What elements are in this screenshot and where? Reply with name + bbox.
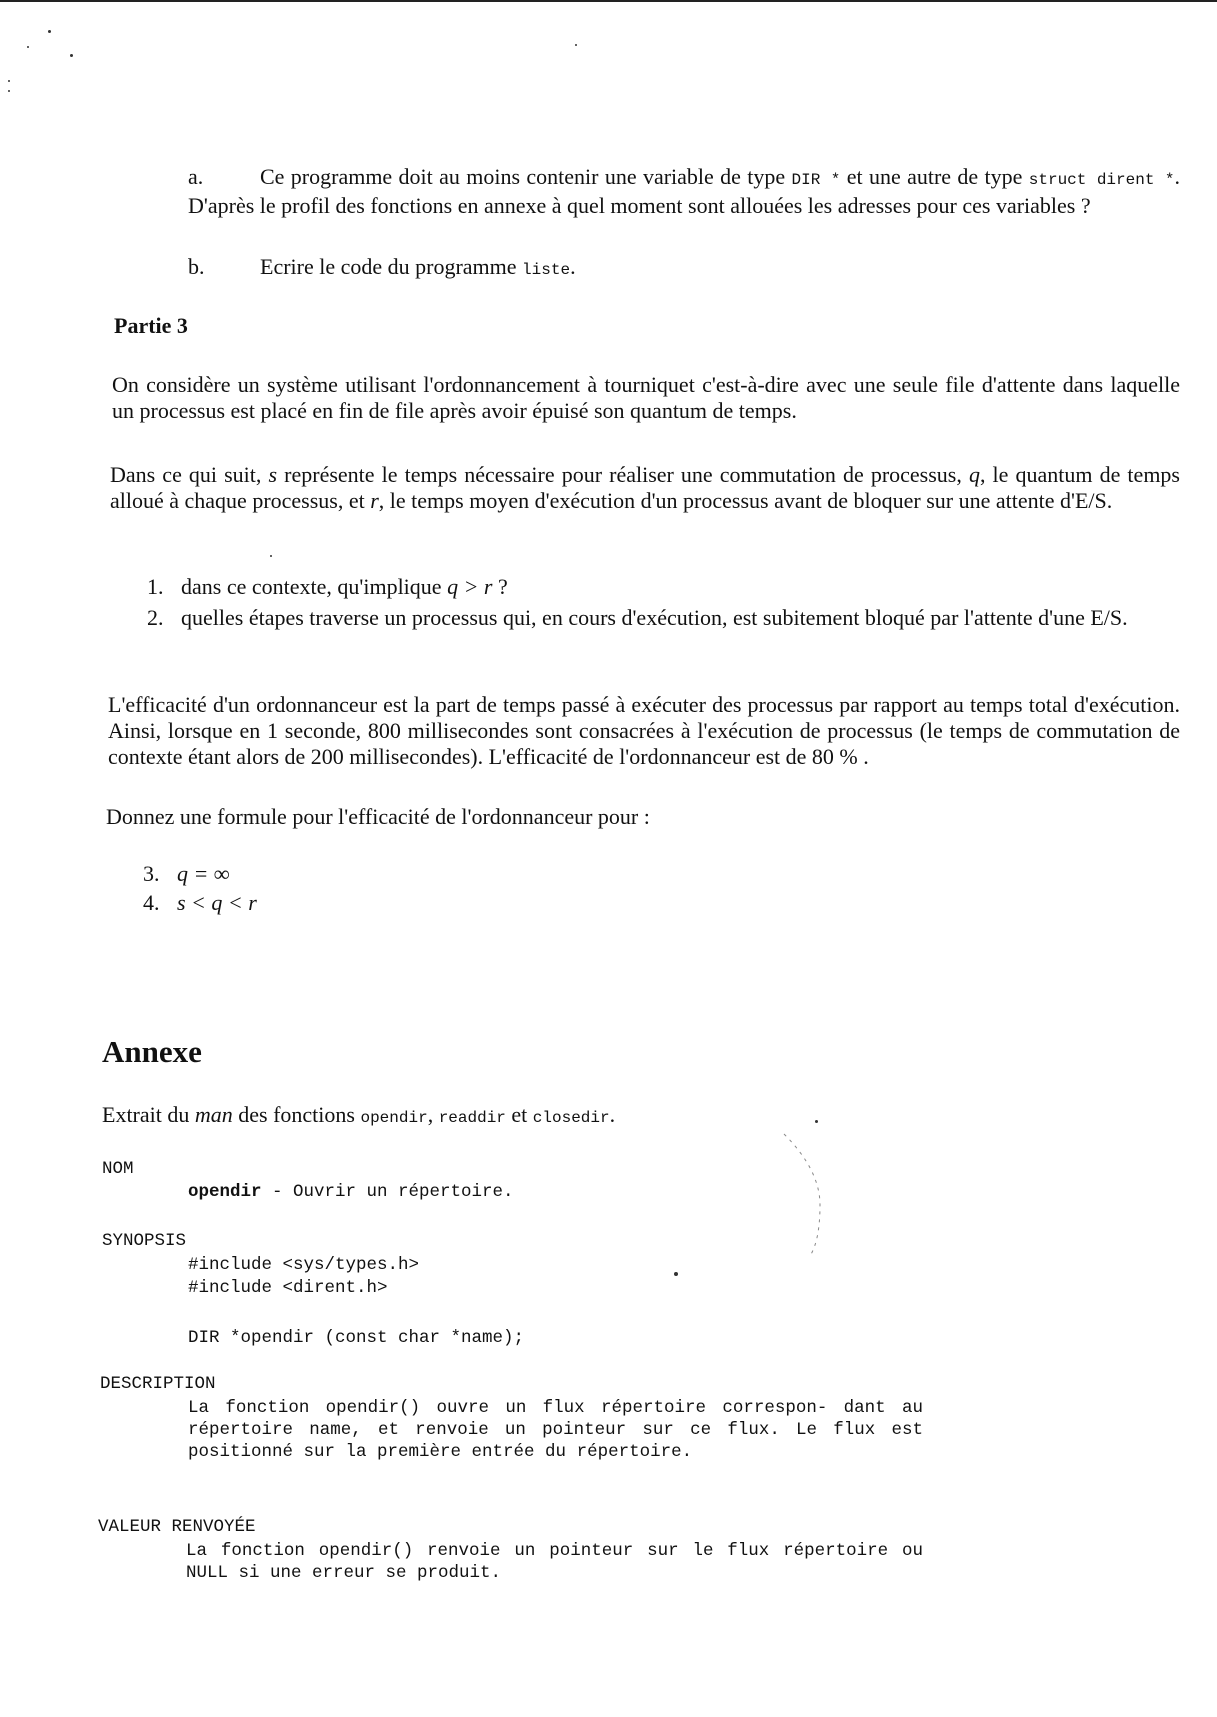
man-description-header: DESCRIPTION xyxy=(100,1374,216,1394)
man-valeur-header: VALEUR RENVOYÉE xyxy=(98,1517,256,1537)
scan-speck xyxy=(575,44,577,46)
program-name-code: liste xyxy=(522,261,571,279)
scan-speck xyxy=(8,80,10,82)
man-description-text: La fonction opendir() ouvre un flux répertoire correspon- dant au répertoire name, et renvoie un pointeur sur ce flux. Le flux est positionné sur la première entrée du répertoire. xyxy=(188,1398,923,1462)
var-r: r xyxy=(370,488,379,513)
list-item-1: 1. dans ce contexte, qu'implique q > r ? xyxy=(147,574,508,599)
annexe-extrait: Extrait du man des fonctions opendir, readdir et closedir. xyxy=(102,1102,616,1127)
man-nom-header: NOM xyxy=(102,1159,134,1179)
man-synopsis-header: SYNOPSIS xyxy=(102,1231,187,1251)
scan-speck xyxy=(815,1120,818,1123)
scan-speck xyxy=(27,46,29,48)
annexe-title: Annexe xyxy=(102,1034,202,1069)
question-a: a. Ce programme doit au moins contenir une variable de type DIR * et une autre de type struct dirent *. D'après le profil des fonctions en annexe à quel moment sont allouées les adresses pour ces variables ? xyxy=(188,164,1180,218)
math-q-gt-r: q > r xyxy=(447,574,493,599)
var-s: s xyxy=(268,462,278,487)
formule-prompt: Donnez une formule pour l'efficacité de l'ordonnanceur pour : xyxy=(106,804,650,829)
scan-arc-mark xyxy=(780,1130,830,1260)
scan-speck xyxy=(70,54,73,57)
section-title-partie3: Partie 3 xyxy=(114,313,188,338)
man-valeur-text: La fonction opendir() renvoie un pointeur sur le flux répertoire ou NULL si une erreur se produit. xyxy=(186,1541,923,1583)
man-nom-line: opendir - Ouvrir un répertoire. xyxy=(188,1182,514,1202)
question-a-label: a. xyxy=(188,164,204,189)
partie3-definitions: Dans ce qui suit, s représente le temps nécessaire pour réaliser une commutation de processus, q, le quantum de temps alloué à chaque processus, et r, le temps moyen d'exécution d'un processus avant de bloquer sur une attente d'E/S. xyxy=(110,462,1180,513)
scan-speck xyxy=(674,1272,678,1276)
list-item-2: 2. quelles étapes traverse un processus qui, en cours d'exécution, est subitement bloqué par l'attente d'une E/S. xyxy=(147,605,1128,630)
scan-speck xyxy=(48,30,51,33)
scan-speck xyxy=(270,555,272,557)
var-q: q xyxy=(968,462,980,487)
func-opendir: opendir xyxy=(360,1109,428,1127)
formula-3: 3. q = ∞ xyxy=(143,861,230,886)
efficacite-paragraph: L'efficacité d'un ordonnanceur est la part de temps passé à exécuter des processus par rapport au temps total d'exécution. Ainsi, lorsque en 1 seconde, 800 millisecondes sont consacrées à l'exécution de processus (le temps de commutation de contexte étant alors de 200 millisecondes). L'efficacité de l'ordonnanceur est de 80 % . xyxy=(108,692,1180,769)
man-include-1: #include <sys/types.h> xyxy=(188,1255,420,1275)
partie3-intro: On considère un système utilisant l'ordonnancement à tourniquet c'est-à-dire avec une seule file d'attente dans laquelle un processus est placé en fin de file après avoir épuisé son quantum de temps. xyxy=(112,372,1180,423)
type-dir-code: DIR * xyxy=(791,171,841,189)
question-b-label: b. xyxy=(188,254,205,279)
man-include-2: #include <dirent.h> xyxy=(188,1278,388,1298)
question-b: b. Ecrire le code du programme liste. xyxy=(188,254,576,279)
type-dirent-code: struct dirent * xyxy=(1028,171,1175,189)
func-readdir: readdir xyxy=(438,1109,506,1127)
formula-4: 4. s < q < r xyxy=(143,890,257,915)
top-border xyxy=(0,0,1217,2)
func-closedir: closedir xyxy=(532,1109,610,1127)
man-nom-func: opendir xyxy=(188,1182,262,1202)
man-word: man xyxy=(194,1102,233,1127)
scan-speck xyxy=(8,90,10,92)
man-prototype: DIR *opendir (const char *name); xyxy=(188,1328,525,1348)
